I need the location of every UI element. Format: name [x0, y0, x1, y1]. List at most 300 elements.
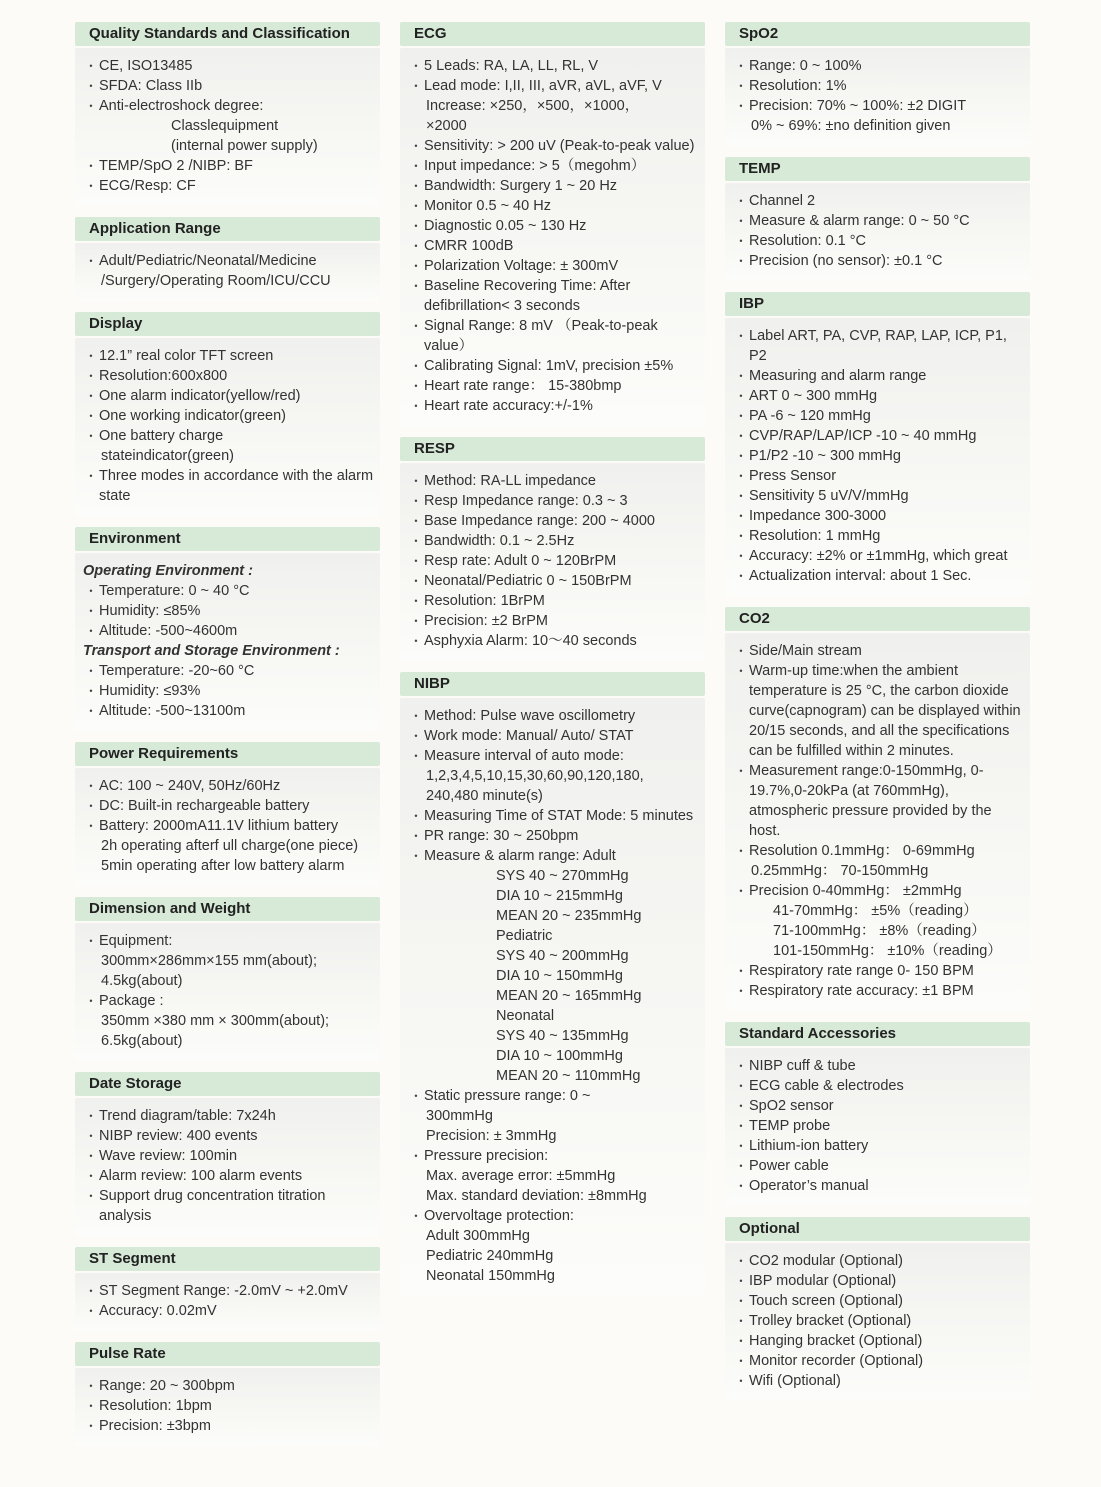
item-text: Resolution 0.1mmHg： 0-69mmHg [749, 843, 975, 859]
continuation-line: 300mm×286mm×155 mm(about); [101, 953, 317, 969]
bullet-item [733, 251, 1026, 271]
continuation-line: MEAN 20 ~ 110mmHg [496, 1068, 641, 1084]
section-body [725, 633, 1030, 1011]
bullet-item [733, 881, 1026, 901]
bullet-icon: • [89, 101, 93, 111]
item-text: Channel 2 [749, 193, 816, 209]
bullet-item [408, 236, 701, 256]
section-dimension-and-weight [75, 897, 380, 1061]
bullet-item [733, 981, 1026, 1001]
bullet-item [83, 601, 376, 621]
section-co2 [725, 607, 1030, 1011]
bullet-icon: • [739, 511, 743, 521]
bullet-icon: • [414, 281, 418, 291]
bullet-item [733, 466, 1026, 486]
item-text: TEMP/SpO 2 /NIBP: BF [99, 158, 253, 174]
bullet-item [408, 56, 701, 76]
item-text: Accuracy: 0.02mV [99, 1303, 217, 1319]
item-text: 5 Leads: RA, LA, LL, RL, V [424, 58, 599, 74]
bullet-item [733, 96, 1026, 116]
bullet-item [733, 641, 1026, 661]
bullet-icon: • [739, 61, 743, 71]
bullet-item [733, 326, 1026, 366]
bullet-icon: • [89, 1151, 93, 1161]
item-text: Asphyxia Alarm: 10～40 seconds [424, 633, 637, 649]
bullet-icon: • [414, 751, 418, 761]
bullet-icon: • [739, 1081, 743, 1091]
item-text: Range: 0 ~ 100% [749, 58, 862, 74]
bullet-item [733, 386, 1026, 406]
bullet-item [408, 176, 701, 196]
item-text: Touch screen (Optional) [749, 1293, 903, 1309]
bullet-icon: • [739, 571, 743, 581]
section-body [75, 923, 380, 1061]
bullet-icon: • [414, 81, 418, 91]
bullet-icon: • [89, 1421, 93, 1431]
item-text: Operator’s manual [749, 1178, 869, 1194]
bullet-icon: • [739, 666, 743, 676]
bullet-icon: • [739, 471, 743, 481]
bullet-icon: • [89, 606, 93, 616]
bullet-icon: • [89, 181, 93, 191]
bullet-item [83, 1396, 376, 1416]
item-text: Power cable [749, 1158, 829, 1174]
bullet-icon: • [89, 81, 93, 91]
bullet-icon: • [739, 1061, 743, 1071]
section-title: Application Range [75, 217, 380, 241]
item-text: 12.1” real color TFT screen [99, 348, 274, 364]
section-title: ECG [400, 22, 705, 46]
bullet-item [408, 156, 701, 176]
bullet-icon: • [89, 1306, 93, 1316]
bullet-icon: • [414, 401, 418, 411]
bullet-item [733, 841, 1026, 861]
item-text: Polarization Voltage: ± 300mV [424, 258, 619, 274]
continuation-line: 5min operating after low battery alarm [101, 858, 345, 874]
bullet-icon: • [414, 476, 418, 486]
item-text: Measuring and alarm range [749, 368, 927, 384]
item-text: Side/Main stream [749, 643, 862, 659]
bullet-item [83, 426, 376, 446]
item-text: CE, ISO13485 [99, 58, 193, 74]
continuation-line: 41-70mmHg： ±5%（reading） [773, 903, 978, 919]
item-text: Resp Impedance range: 0.3 ~ 3 [424, 493, 628, 509]
item-text: TEMP probe [749, 1118, 831, 1134]
bullet-item [408, 396, 701, 416]
item-text: ST Segment Range: -2.0mV ~ +2.0mV [99, 1283, 348, 1299]
item-text: Measurement range:0-150mmHg, 0-19.7%,0-20kPa (at 760mmHg), atmospheric pressure provided by the host. [749, 763, 992, 839]
item-text: P1/P2 -10 ~ 300 mmHg [749, 448, 901, 464]
bullet-icon: • [414, 556, 418, 566]
section-optional [725, 1217, 1030, 1401]
bullet-icon: • [89, 411, 93, 421]
bullet-icon: • [89, 1111, 93, 1121]
bullet-icon: • [739, 1181, 743, 1191]
bullet-icon: • [89, 801, 93, 811]
item-text: Heart rate range： 15-380bmp [424, 378, 622, 394]
item-text: Altitude: -500~13100m [99, 703, 246, 719]
item-text: SpO2 sensor [749, 1098, 834, 1114]
item-text: Wave review: 100min [99, 1148, 238, 1164]
bullet-icon: • [739, 1316, 743, 1326]
bullet-icon: • [739, 531, 743, 541]
continuation-line: DIA 10 ~ 100mmHg [496, 1048, 623, 1064]
item-text: Measure & alarm range: Adult [424, 848, 616, 864]
bullet-item [733, 761, 1026, 841]
bullet-item [83, 661, 376, 681]
bullet-icon: • [89, 626, 93, 636]
bullet-icon: • [414, 1091, 418, 1101]
bullet-icon: • [739, 371, 743, 381]
bullet-item [408, 631, 701, 651]
bullet-icon: • [739, 1356, 743, 1366]
continuation-line: (internal power supply) [171, 138, 318, 154]
item-text: Monitor 0.5 ~ 40 Hz [424, 198, 551, 214]
item-text: NIBP cuff & tube [749, 1058, 856, 1074]
section-body [725, 1048, 1030, 1206]
section-power-requirements [75, 742, 380, 886]
item-text: Measure & alarm range: 0 ~ 50 °C [749, 213, 970, 229]
section-body [75, 1368, 380, 1446]
continuation-line: MEAN 20 ~ 235mmHg [496, 908, 642, 924]
item-text: Package : [99, 993, 164, 1009]
item-text: Temperature: 0 ~ 40 °C [99, 583, 250, 599]
section-display [75, 312, 380, 516]
bullet-item [408, 216, 701, 236]
bullet-item [83, 1106, 376, 1126]
continuation-line: Increase: ×250，×500，×1000， [426, 98, 640, 114]
item-text: Resolution:600x800 [99, 368, 228, 384]
section-body [75, 1098, 380, 1236]
section-body [400, 463, 705, 661]
section-ibp [725, 292, 1030, 596]
bullet-item [733, 366, 1026, 386]
continuation-line: 350mm ×380 mm × 300mm(about); [101, 1013, 330, 1029]
bullet-item [408, 136, 701, 156]
bullet-icon: • [89, 1171, 93, 1181]
item-text: Humidity: ≤85% [99, 603, 201, 619]
bullet-icon: • [739, 886, 743, 896]
bullet-item [83, 466, 376, 506]
bullet-icon: • [414, 851, 418, 861]
section-title: TEMP [725, 157, 1030, 181]
bullet-item [408, 356, 701, 376]
continuation-line: Max. average error: ±5mmHg [426, 1168, 616, 1184]
bullet-icon: • [739, 551, 743, 561]
item-text: Precision 0-40mmHg： ±2mmHg [749, 883, 962, 899]
bullet-item [733, 191, 1026, 211]
bullet-item [83, 76, 376, 96]
item-text: Resolution: 0.1 °C [749, 233, 867, 249]
bullet-icon: • [414, 161, 418, 171]
bullet-icon: • [414, 496, 418, 506]
bullet-item [408, 76, 701, 96]
bullet-item [83, 931, 376, 951]
item-text: Method: RA-LL impedance [424, 473, 596, 489]
bullet-item [733, 231, 1026, 251]
bullet-icon: • [739, 216, 743, 226]
continuation-line: MEAN 20 ~ 165mmHg [496, 988, 642, 1004]
bullet-icon: • [739, 451, 743, 461]
bullet-item [733, 446, 1026, 466]
bullet-item [408, 1206, 701, 1226]
continuation-line: 1,2,3,4,5,10,15,30,60,90,120,180, [426, 768, 644, 784]
continuation-line: Classlequipment [171, 118, 279, 134]
section-date-storage [75, 1072, 380, 1236]
item-text: Lead mode: I,II, III, aVR, aVL, aVF, V [424, 78, 662, 94]
bullet-item [83, 386, 376, 406]
bullet-item [83, 621, 376, 641]
section-body [75, 768, 380, 886]
bullet-icon: • [414, 381, 418, 391]
item-text: ECG cable & electrodes [749, 1078, 904, 1094]
bullet-item [83, 1126, 376, 1146]
continuation-line: Max. standard deviation: ±8mmHg [426, 1188, 647, 1204]
bullet-icon: • [414, 576, 418, 586]
bullet-icon: • [414, 831, 418, 841]
item-text: Base Impedance range: 200 ~ 4000 [424, 513, 655, 529]
item-text: Warm-up time:when the ambient temperature is 25 °C, the carbon dioxide curve(capnogram) can be displayed within 20/15 seconds, and all the specifications can be fulfilled within 2 minutes. [749, 663, 1021, 759]
bullet-item [733, 211, 1026, 231]
bullet-item [83, 156, 376, 176]
item-text: Resolution: 1BrPM [424, 593, 545, 609]
bullet-icon: • [739, 81, 743, 91]
bullet-item [408, 706, 701, 726]
item-text: ECG/Resp: CF [99, 178, 196, 194]
bullet-icon: • [739, 236, 743, 246]
item-text: Precision: ±3bpm [99, 1418, 211, 1434]
bullet-item [408, 826, 701, 846]
item-text: Measuring Time of STAT Mode: 5 minutes [424, 808, 694, 824]
section-application-range [75, 217, 380, 301]
section-body [725, 48, 1030, 146]
bullet-item [408, 571, 701, 591]
item-text: Precision (no sensor): ±0.1 °C [749, 253, 943, 269]
item-text: Anti-electroshock degree: [99, 98, 264, 114]
bullet-item [83, 1281, 376, 1301]
item-text: Accuracy: ±2% or ±1mmHg, which great [749, 548, 1008, 564]
bullet-item [733, 1251, 1026, 1271]
continuation-line: SYS 40 ~ 135mmHg [496, 1028, 629, 1044]
item-text: PA -6 ~ 120 mmHg [749, 408, 871, 424]
bullet-item [83, 1146, 376, 1166]
bullet-icon: • [739, 331, 743, 341]
item-text: Resp rate: Adult 0 ~ 120BrPM [424, 553, 617, 569]
bullet-item [408, 196, 701, 216]
item-text: Precision: ±2 BrPM [424, 613, 548, 629]
bullet-item [83, 1186, 376, 1226]
section-body [75, 48, 380, 206]
item-text: One alarm indicator(yellow/red) [99, 388, 301, 404]
bullet-icon: • [739, 966, 743, 976]
bullet-icon: • [739, 196, 743, 206]
continuation-line: Precision: ± 3mmHg [426, 1128, 557, 1144]
section-st-segment [75, 1247, 380, 1331]
item-text: Alarm review: 100 alarm events [99, 1168, 303, 1184]
item-text: Monitor recorder (Optional) [749, 1353, 924, 1369]
bullet-item [408, 491, 701, 511]
column-middle [400, 22, 705, 1307]
item-text: Static pressure range: 0 ~ [424, 1088, 591, 1104]
bullet-item [733, 1271, 1026, 1291]
bullet-item [83, 701, 376, 721]
section-body [725, 183, 1030, 281]
bullet-item [408, 591, 701, 611]
item-text: Precision: 70% ~ 100%: ±2 DIGIT [749, 98, 967, 114]
bullet-icon: • [414, 201, 418, 211]
bullet-item [733, 426, 1026, 446]
bullet-icon: • [89, 161, 93, 171]
item-text: Method: Pulse wave oscillometry [424, 708, 636, 724]
item-text: Diagnostic 0.05 ~ 130 Hz [424, 218, 587, 234]
bullet-icon: • [414, 711, 418, 721]
bullet-item [733, 406, 1026, 426]
section-nibp [400, 672, 705, 1296]
bullet-item [83, 991, 376, 1011]
bullet-icon: • [739, 431, 743, 441]
item-text: AC: 100 ~ 240V, 50Hz/60Hz [99, 778, 281, 794]
item-text: Sensitivity: > 200 uV (Peak-to-peak value) [424, 138, 695, 154]
section-title: CO2 [725, 607, 1030, 631]
section-title: IBP [725, 292, 1030, 316]
bullet-icon: • [89, 431, 93, 441]
bullet-item [733, 1311, 1026, 1331]
item-text: Bandwidth: Surgery 1 ~ 20 Hz [424, 178, 618, 194]
item-text: Battery: 2000mA11.1V lithium battery [99, 818, 339, 834]
bullet-item [83, 366, 376, 386]
item-text: Three modes in accordance with the alarm state [99, 468, 374, 504]
item-text: Respiratory rate accuracy: ±1 BPM [749, 983, 974, 999]
bullet-icon: • [414, 1151, 418, 1161]
item-text: Signal Range: 8 mV （Peak-to-peak value） [424, 318, 658, 354]
bullet-icon: • [739, 1336, 743, 1346]
item-text: Resolution: 1% [749, 78, 847, 94]
section-body [725, 1243, 1030, 1401]
section-temp [725, 157, 1030, 281]
continuation-line: 0% ~ 69%: ±no definition given [751, 118, 951, 134]
bullet-item [733, 1136, 1026, 1156]
bullet-item [408, 846, 701, 866]
bullet-item [733, 661, 1026, 761]
bullet-icon: • [89, 666, 93, 676]
continuation-line: DIA 10 ~ 215mmHg [496, 888, 623, 904]
bullet-item [83, 1416, 376, 1436]
item-text: Hanging bracket (Optional) [749, 1333, 923, 1349]
bullet-item [733, 1351, 1026, 1371]
bullet-item [83, 581, 376, 601]
continuation-line: stateindicator(green) [101, 448, 234, 464]
bullet-icon: • [414, 811, 418, 821]
section-body [725, 318, 1030, 596]
item-text: Neonatal/Pediatric 0 ~ 150BrPM [424, 573, 632, 589]
bullet-icon: • [739, 1141, 743, 1151]
bullet-icon: • [414, 241, 418, 251]
section-standard-accessories [725, 1022, 1030, 1206]
item-text: Measure interval of auto mode: [424, 748, 624, 764]
section-pulse-rate [75, 1342, 380, 1446]
continuation-line: 0.25mmHg： 70-150mmHg [751, 863, 929, 879]
bullet-icon: • [414, 141, 418, 151]
item-text: Temperature: -20~60 °C [99, 663, 255, 679]
bullet-icon: • [739, 391, 743, 401]
bullet-item [733, 486, 1026, 506]
bullet-item [733, 1176, 1026, 1196]
bullet-item [83, 1376, 376, 1396]
bullet-item [733, 546, 1026, 566]
bullet-icon: • [414, 361, 418, 371]
item-text: Adult/Pediatric/Neonatal/Medicine [99, 253, 317, 269]
bullet-item [733, 1156, 1026, 1176]
section-title: Environment [75, 527, 380, 551]
item-text: Support drug concentration titration analysis [99, 1188, 326, 1224]
item-text: PR range: 30 ~ 250bpm [424, 828, 579, 844]
bullet-icon: • [89, 471, 93, 481]
bullet-item [408, 471, 701, 491]
item-text: IBP modular (Optional) [749, 1273, 897, 1289]
section-resp [400, 437, 705, 661]
bullet-icon: • [89, 371, 93, 381]
bullet-item [408, 1086, 701, 1106]
bullet-item [733, 76, 1026, 96]
section-quality-standards-and-classification [75, 22, 380, 206]
bullet-item [408, 316, 701, 356]
item-text: Impedance 300-3000 [749, 508, 887, 524]
item-text: Work mode: Manual/ Auto/ STAT [424, 728, 634, 744]
continuation-line: Adult 300mmHg [426, 1228, 530, 1244]
bullet-icon: • [89, 706, 93, 716]
continuation-line: 6.5kg(about) [101, 1033, 183, 1049]
bullet-item [83, 406, 376, 426]
continuation-line: 2h operating afterf ull charge(one piece) [101, 838, 359, 854]
bullet-icon: • [414, 731, 418, 741]
bullet-icon: • [414, 516, 418, 526]
bullet-icon: • [89, 821, 93, 831]
bullet-item [733, 1076, 1026, 1096]
bullet-icon: • [89, 1286, 93, 1296]
bullet-item [733, 506, 1026, 526]
item-text: Input impedance: > 5（megohm） [424, 158, 646, 174]
bullet-item [408, 611, 701, 631]
section-body [75, 338, 380, 516]
bullet-icon: • [414, 321, 418, 331]
bullet-item [408, 726, 701, 746]
bullet-item [733, 961, 1026, 981]
bullet-icon: • [414, 181, 418, 191]
bullet-icon: • [739, 766, 743, 776]
bullet-icon: • [89, 256, 93, 266]
section-title: SpO2 [725, 22, 1030, 46]
column-left [75, 22, 380, 1457]
bullet-icon: • [89, 61, 93, 71]
item-text: Sensitivity 5 uV/V/mmHg [749, 488, 909, 504]
item-text: ART 0 ~ 300 mmHg [749, 388, 878, 404]
subheading: Operating Environment : [83, 563, 253, 579]
column-right [725, 22, 1030, 1412]
continuation-line: 4.5kg(about) [101, 973, 183, 989]
bullet-item [408, 531, 701, 551]
section-title: Date Storage [75, 1072, 380, 1096]
bullet-item [733, 1331, 1026, 1351]
item-text: Resolution: 1 mmHg [749, 528, 881, 544]
bullet-icon: • [89, 686, 93, 696]
section-spo2 [725, 22, 1030, 146]
item-text: Calibrating Signal: 1mV, precision ±5% [424, 358, 674, 374]
bullet-item [83, 796, 376, 816]
item-text: Label ART, PA, CVP, RAP, LAP, ICP, P1, P2 [749, 328, 1007, 364]
continuation-line: SYS 40 ~ 200mmHg [496, 948, 629, 964]
item-text: Resolution: 1bpm [99, 1398, 212, 1414]
bullet-item [408, 511, 701, 531]
